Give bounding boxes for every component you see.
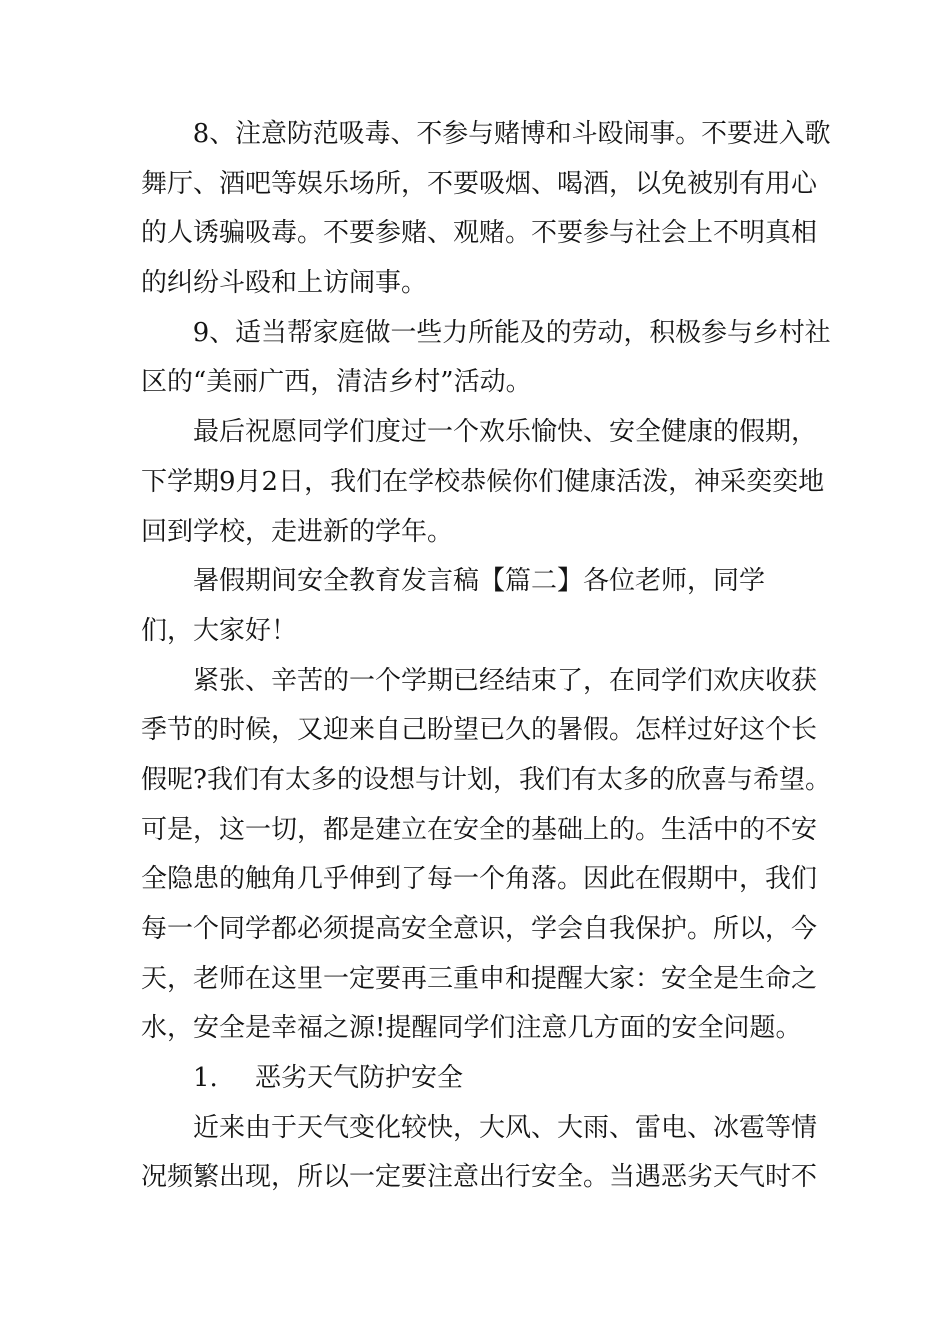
paragraph-line: 下学期9月2日，我们在学校恭候你们健康活泼，神采奕奕地 — [141, 466, 825, 497]
paragraph-line: 季节的时候，又迎来自己盼望已久的暑假。怎样过好这个长 — [141, 715, 818, 746]
paragraph-line: 近来由于天气变化较快，大风、大雨、雷电、冰雹等情 — [193, 1112, 818, 1143]
paragraph-line: 每一个同学都必须提高安全意识，学会自我保护。所以，今 — [141, 914, 818, 944]
paragraph-line: 回到学校，走进新的学年。 — [141, 516, 454, 547]
paragraph-line: 8、注意防范吸毒、不参与赌博和斗殴闹事。不要进入歌 — [192, 119, 831, 149]
document-body — [141, 110, 831, 1203]
paragraph-line: 水，安全是幸福之源!提醒同学们注意几方面的安全问题。 — [141, 1013, 802, 1044]
paragraph-line: 9、适当帮家庭做一些力所能及的劳动，积极参与乡村社 — [192, 317, 831, 348]
paragraph-line: 最后祝愿同学们度过一个欢乐愉快、安全健康的假期， — [193, 417, 818, 448]
paragraph-line: 的人诱骗吸毒。不要参赌、观赌。不要参与社会上不明真相 — [141, 218, 818, 249]
paragraph-line: 舞厅、酒吧等娱乐场所，不要吸烟、喝酒，以免被别有用心 — [141, 168, 818, 199]
paragraph-line: 况频繁出现，所以一定要注意出行安全。当遇恶劣天气时不 — [141, 1162, 818, 1193]
paragraph-line: 可是，这一切，都是建立在安全的基础上的。生活中的不安 — [141, 814, 818, 845]
section-title-line: 暑假期间安全教育发言稿【篇二】各位老师，同学 — [193, 566, 766, 597]
heading-number: 1. — [193, 1063, 218, 1094]
paragraph-line: 全隐患的触角几乎伸到了每一个角落。因此在假期中，我们 — [141, 864, 818, 895]
paragraph-line: 紧张、辛苦的一个学期已经结束了，在同学们欢庆收获 — [193, 665, 818, 696]
greeting-line: 们，大家好！ — [141, 615, 298, 646]
paragraph-line: 天，老师在这里一定要再三重申和提醒大家：安全是生命之 — [141, 963, 818, 994]
numbered-heading — [141, 1054, 831, 1104]
paragraph-line: 的纠纷斗殴和上访闹事。 — [141, 268, 428, 299]
heading-text: 恶劣天气防护安全 — [255, 1063, 464, 1094]
paragraph-line: 假呢?我们有太多的设想与计划，我们有太多的欣喜与希望。 — [141, 764, 831, 795]
paragraph-line: 区的“美丽广西，清洁乡村”活动。 — [141, 367, 532, 398]
